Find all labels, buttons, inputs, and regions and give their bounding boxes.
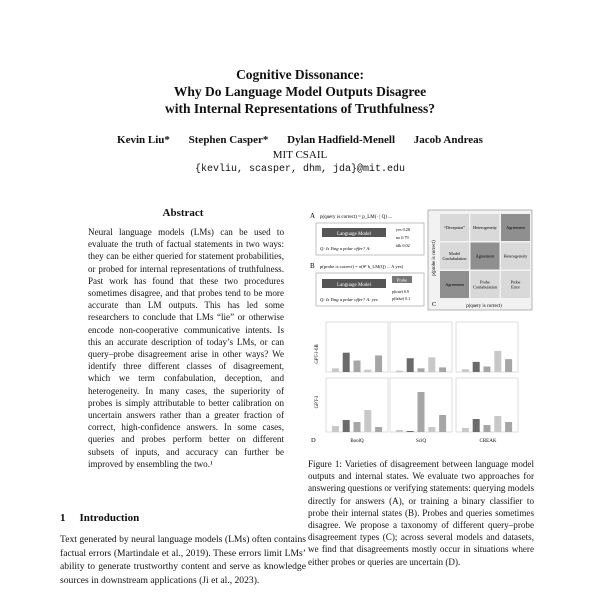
row-label-gptj: GPT-J-6B (315, 344, 320, 364)
chart-bar (332, 426, 339, 432)
matrix-grid (440, 214, 530, 298)
output-yes: yes 0.28 (396, 227, 410, 232)
output-false: p(false) 0.1 (392, 296, 411, 301)
matrix-cell-label: Agreement (506, 225, 525, 230)
row-label-gpt3: GPT-3 (315, 395, 320, 409)
section-heading (60, 512, 153, 524)
paper-title (0, 66, 600, 117)
title-line: with Internal Representations of Truthfulness? (164, 101, 436, 116)
chart-bar (396, 430, 403, 432)
chart-bar (439, 415, 446, 432)
chart-bar (418, 368, 425, 372)
chart-bar (375, 355, 382, 372)
abstract-heading: Abstract (162, 207, 204, 219)
matrix-cell-label: Agreement (475, 253, 495, 259)
title-line: Cognitive Dissonance: (236, 67, 364, 82)
chart-bar (505, 359, 512, 372)
chart-bar (354, 422, 361, 432)
panel-label: C (432, 301, 437, 308)
panel-label: A (310, 212, 316, 220)
chart-bar (396, 371, 403, 372)
author-email: {kevliu, scasper, dhm, jda}@mit.edu (194, 164, 406, 175)
matrix-cell-label: Probe Error (510, 279, 521, 290)
output-true: p(true) 0.9 (392, 289, 409, 294)
chart-bar (418, 392, 425, 432)
chart-bar (332, 368, 339, 372)
author-list (0, 133, 600, 147)
panel-b (310, 262, 424, 306)
affiliation: MIT CSAIL (272, 149, 328, 161)
dataset-label: BoolQ (350, 439, 364, 444)
caption-text: Figure 1: Varieties of disagreement between language model outputs and internal states. We evaluate two approaches for answering questions or verifying statements: querying models directly for answers (A), or training a binary classifier to probe their internal states (B). Probes and queries sometimes disagree. We propose a taxonomy of different query–probe disagreement types (C); across several models and datasets, we find that disagreements mostly occur in situations where either probes or queries are uncertain (D). (308, 459, 534, 567)
x-axis-label: p(query is correct) (466, 304, 502, 309)
matrix-cell-label: Heterogeneity (473, 225, 497, 230)
chart-bar (494, 416, 501, 432)
chart-bar (428, 357, 435, 372)
chart-bar (505, 422, 512, 432)
author: Jacob Andreas (413, 134, 483, 146)
matrix-cell-label: Probe Confabulation (473, 279, 497, 290)
matrix-cell-label: “Deception” (444, 225, 465, 230)
y-axis-label: p(probe is correct) (432, 240, 437, 276)
abstract-text: Neural language models (LMs) can be used to evaluate the truth of factual statements in two ways: they can be either queried for statement probabilities, or probed for internal representations of truthfulness. Past work has found that these two procedures sometimes disagree, and that probes tend to be more accurate than LM outputs. This has led some researchers to conclude that LMs “lie” or otherwise encode non-cooperative communicative intents. Is this an accurate description of today’s LMs, or can query–probe disagreement arise in other ways? We identify three different classes of disagreement, which we term confabulation, deception, and heterogeneity. In many cases, the superiority of probes is simply attributable to better calibration on uncertain answers rather than a greater fraction of correct, high-confidence answers. In some cases, queries and probes perform better on different subsets of inputs, and accuracy can further be improved by ensembling the two.¹ (88, 227, 284, 469)
chart-bar (407, 431, 414, 432)
probe-label: Probe (396, 277, 408, 283)
chart-bar (343, 353, 350, 372)
lm-label: Language Model (336, 283, 372, 288)
chart-bar (428, 427, 435, 432)
section-title: Introduction (79, 512, 140, 524)
title-line: Why Do Language Model Outputs Disagree (173, 84, 427, 99)
chart-bar (484, 425, 491, 432)
panel-d (311, 322, 518, 444)
output-no: no 0.79 (396, 235, 409, 240)
chart-bar (364, 410, 371, 432)
chart-bar (494, 351, 501, 372)
chart-bar (473, 419, 480, 432)
section-number: 1 (60, 512, 66, 524)
chart-bar (462, 369, 469, 372)
question-text: Q: Is Ying a polar offer? A: yes (320, 297, 378, 302)
chart-bar (343, 420, 350, 432)
chart-bar (484, 366, 491, 372)
chart-bar (462, 428, 469, 432)
dataset-label: SciQ (416, 439, 426, 444)
panel-a (310, 212, 424, 255)
chart-bar (473, 362, 480, 372)
panel-c (428, 210, 532, 310)
bar-charts (326, 322, 518, 432)
abstract-body (88, 226, 284, 470)
figure-1 (308, 206, 534, 450)
dataset-label: CREAK (479, 439, 497, 444)
chart-bar (354, 361, 361, 373)
lm-label: Language Model (336, 232, 372, 237)
question-text: Q: Is Ying a polar offer? A: (320, 246, 371, 251)
matrix-cell-label: Model Confabulation (442, 251, 467, 261)
chart-bar (364, 370, 371, 372)
panel-formula: p(probe is correct) = σ(θᵀ h_LM(Q) ... A yes) (320, 264, 404, 269)
author: Kevin Liu* (117, 134, 170, 146)
panel-label: D (311, 437, 316, 444)
figure-caption (308, 458, 534, 568)
chart-frame (390, 322, 452, 372)
panel-label: B (310, 262, 315, 270)
chart-bar (439, 367, 446, 372)
matrix-cell-label: Heterogeneity (503, 253, 528, 259)
introduction-text: Text generated by neural language models (LMs) often contains factual errors (Martindale et al., 2019). These errors limit LMs’ ability to generate trustworthy content and serve as knowledge sources in downstream applications (Ji et al., 2023). (60, 534, 306, 586)
author: Dylan Hadfield-Menell (287, 134, 396, 146)
figure-svg (308, 206, 534, 450)
chart-bar (375, 427, 382, 432)
panel-formula: p(query is correct) = p_LM(· | Q) ... (320, 215, 392, 220)
author: Stephen Casper* (188, 134, 269, 146)
matrix-cell-label: Agreement (445, 282, 464, 287)
introduction-body (60, 533, 306, 587)
output-idk: idk 0.02 (396, 243, 410, 248)
chart-bar (407, 358, 414, 372)
